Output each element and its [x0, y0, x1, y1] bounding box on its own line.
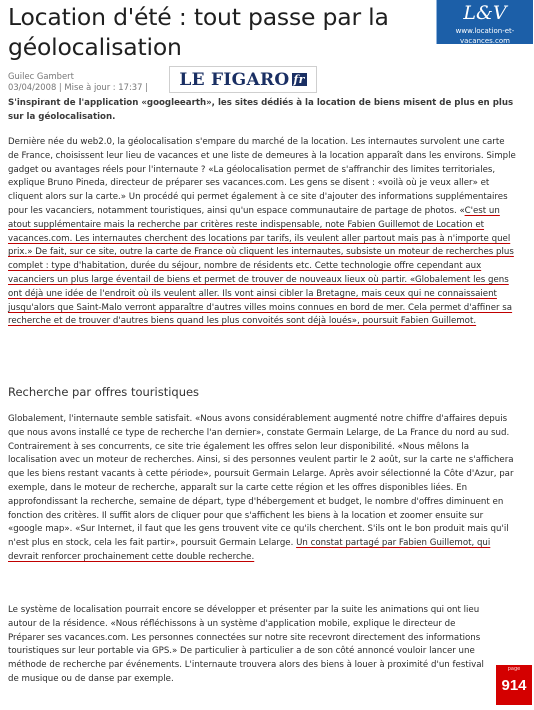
badge-label: page — [507, 666, 521, 672]
author: Guilec Gambert — [8, 71, 74, 81]
le-figaro-logo[interactable] — [169, 66, 317, 93]
paragraph-1 — [8, 136, 518, 329]
p2-text: Globalement, l'internaute semble satisfait. «Nous avons considérablement augmenté notre chiffre d'affaires depuis que nous avons installé ce type de recherche l'an dernier», constate Germain Lelarge, de La France du nord au sud. Contrairement à ses concurrents, ce site trie également les offres selon leur disponibilité. «Nous mêlons la localisation avec un moteur de recherches. Ainsi, si des personnes veulent partir le 2 août, sur la carte ne s'affichera que les biens restant vacants à cette période», poursuit Germain Lelarge. Après avoir sélectionné la Côte d'Azur, par exemple, dans le moteur de recherche, apparaît sur la carte cette région et les offres disponibles liées. En approfondissant la recherche, semaine de départ, type d'hébergement et budget, le nombre d'offres diminuent en fonction des critères. Il suffit alors de cliquer pour que s'affichent les biens à la location et zoomer ensuite sur «google map». «Sur Internet, il faut que les gens trouvent vite ce qu'ils cherchent. S'ils ont le bon produit mais qu'il n'est plus en stock, cela les fait partir», poursuit Germain Lelarge. — [8, 414, 514, 549]
p2-highlight: Un constat partagé par Fabien Guillemot, qui devrait renforcer prochainement cette double recherche. — [8, 538, 491, 562]
paragraph-3: Le système de localisation pourrait encore se développer et présenter par la suite les animations qui ont lieu autour de la résidence. «Nous réfléchissons à un système d'application mobile, explique le directeur de Préparer ses vacances.com. Les personnes connectées sur notre site recevront directement des informations touristiques sur leur portable via GPS.» De particulier à particulier a de son côté annoncé vouloir lancer une méthode de recherche par événements. L'internaute trouvera alors des biens à louer à proximité d'un festival de musique ou de danse par exemple. — [8, 605, 484, 684]
p1-highlight-b: » De fait, sur ce site, outre la carte de France où cliquent les internautes, subsiste un moteur de recherches plus complet : type d'habitation, durée du séjour, nombre de résidents etc. Cette technologie offre cependant aux vacanciers un plus large éventail de biens et permet de trouver de nouveaux lieux où partir. «Globalement les gens ont déjà une idée de l'endroit où ils veulent aller. Ils vont ainsi cibler la Bretagne, mais ceux qui ne connaissaient jusqu'alors que Saint-Malo verront apparaître d'autres villes moins connues en bord de mer. Cela permet d'affiner sa recherche et de trouver d'autres biens quand les plus convoités sont déjà loués», poursuit Fabien Guillemot. — [8, 247, 514, 327]
badge-number: 914 — [501, 677, 527, 694]
p1-text-a: Dernière née du web2.0, la géolocalisation s'empare du marché de la location. Les internautes survolent une carte de France, choisissent leur lieu de vacances et une liste de demeures à la location apparaît dans les environs. Simple gadget ou avantages réels pour l'internaute ? «La géolocalisation permet de s'affranchir des limites territoriales, explique Bruno Pineda, directeur de préparer ses vacances.com. Les gens se disent : «voilà où je veux aller» et cliquent alors sur la carte.» Un procédé qui permet également à ce site d'ajouter des informations supplémentaires pour les vacanciers, notamment touristiques, ainsi qu'un espace communautaire de partage de photos. « — [8, 137, 516, 216]
paragraph-2 — [8, 413, 518, 565]
publish-date: 03/04/2008 | Mise à jour : 17:37 | — [8, 82, 148, 92]
article-lead: S'inspirant de l'application «googleearth», les sites dédiés à la location de biens misent de plus en plus sur la géolocalisation. — [8, 98, 514, 122]
p1-highlight-a: C'est un atout supplémentaire mais la recherche par critères reste indispensable, note Fabien Guillemot de Location et vacances.com. Les internautes cherchent des locations par tarifs, ils veulent aller partout mais pas à n'importe quel prix. — [8, 205, 511, 258]
section-heading: Recherche par offres touristiques — [8, 385, 200, 399]
logo-url: www.location-et-vacances.com — [455, 27, 515, 45]
figaro-suffix: fr — [293, 73, 305, 86]
location-et-vacances-logo[interactable] — [436, 0, 533, 44]
byline — [8, 71, 168, 93]
page-number-badge — [496, 665, 532, 705]
article-title: Location d'été : tout passe par la géolocalisation — [8, 3, 389, 61]
figaro-name: LE FIGARO — [179, 70, 290, 90]
logo-mark: L&V — [463, 2, 507, 24]
